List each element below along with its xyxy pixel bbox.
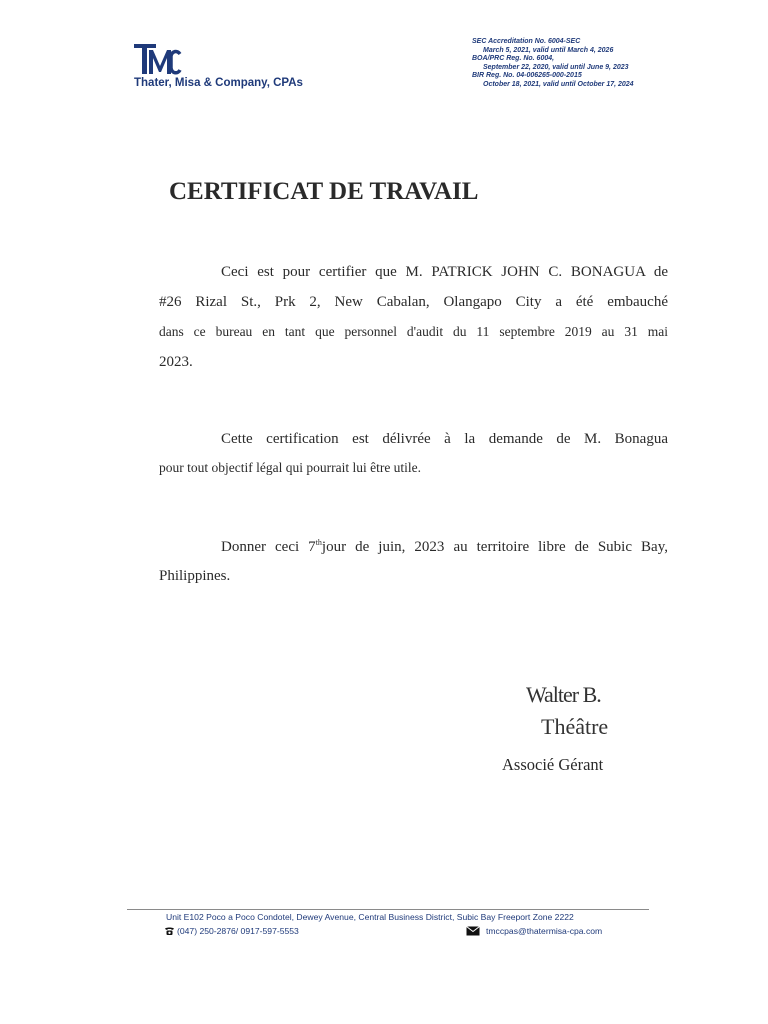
date-remainder: jour de juin, 2023 au territoire libre de Subic Bay, [321, 539, 668, 555]
footer-phone [164, 926, 299, 936]
accreditation-block [472, 38, 732, 90]
accreditation-line: October 18, 2021, valid until October 17, 2024 [483, 80, 634, 88]
firm-logo [134, 42, 182, 78]
footer-email-address[interactable]: tmccpas@thatermisa-cpa.com [486, 926, 603, 936]
paragraph-3-line-1 [159, 538, 668, 556]
paragraph-1-line-3: dans ce bureau en tant que personnel d'audit du 11 septembre 2019 au 31 mai [159, 324, 668, 339]
footer-divider [127, 909, 649, 910]
accreditation-line: March 5, 2021, valid until March 4, 2026 [483, 46, 614, 54]
signature-name-line-1: Walter B. [526, 682, 601, 707]
paragraph-2-line-1: Cette certification est délivrée à la demande de M. Bonagua [221, 431, 668, 447]
paragraph-1-line-4: 2023. [159, 354, 193, 370]
date-ordinal-suffix: th [315, 538, 322, 547]
envelope-icon [466, 926, 480, 936]
paragraph-1-line-2: #26 Rizal St., Prk 2, New Cabalan, Olangapo City a été embauché [159, 294, 668, 310]
paragraph-2-line-2: pour tout objectif légal qui pourrait lui être utile. [159, 460, 422, 475]
firm-logo-mark [134, 42, 182, 78]
footer-email [466, 926, 602, 936]
accreditation-line: September 22, 2020, valid until June 9, 2023 [483, 63, 629, 71]
document-title: CERTIFICAT DE TRAVAIL [169, 178, 479, 205]
signature-name-line-2: Théâtre [541, 714, 609, 739]
date-prefix: Donner ceci 7 [221, 539, 316, 555]
accreditation-line: BIR Reg. No. 04-006265-000-2015 [472, 72, 582, 80]
signatory-role: Associé Gérant [502, 755, 604, 774]
paragraph-1-line-1: Ceci est pour certifier que M. PATRICK JOHN C. BONAGUA de [221, 264, 668, 280]
footer-phone-number: (047) 250-2876/ 0917-597-5553 [177, 926, 299, 936]
footer-address: Unit E102 Poco a Poco Condotel, Dewey Avenue, Central Business District, Subic Bay Freeport Zone 2222 [166, 912, 574, 922]
firm-name: Thater, Misa & Company, CPAs [134, 77, 303, 89]
accreditation-line: BOA/PRC Reg. No. 6004, [472, 55, 555, 63]
accreditation-line: SEC Accreditation No. 6004-SEC [472, 38, 581, 45]
paragraph-3-line-2: Philippines. [159, 568, 231, 584]
telephone-icon [164, 926, 175, 936]
